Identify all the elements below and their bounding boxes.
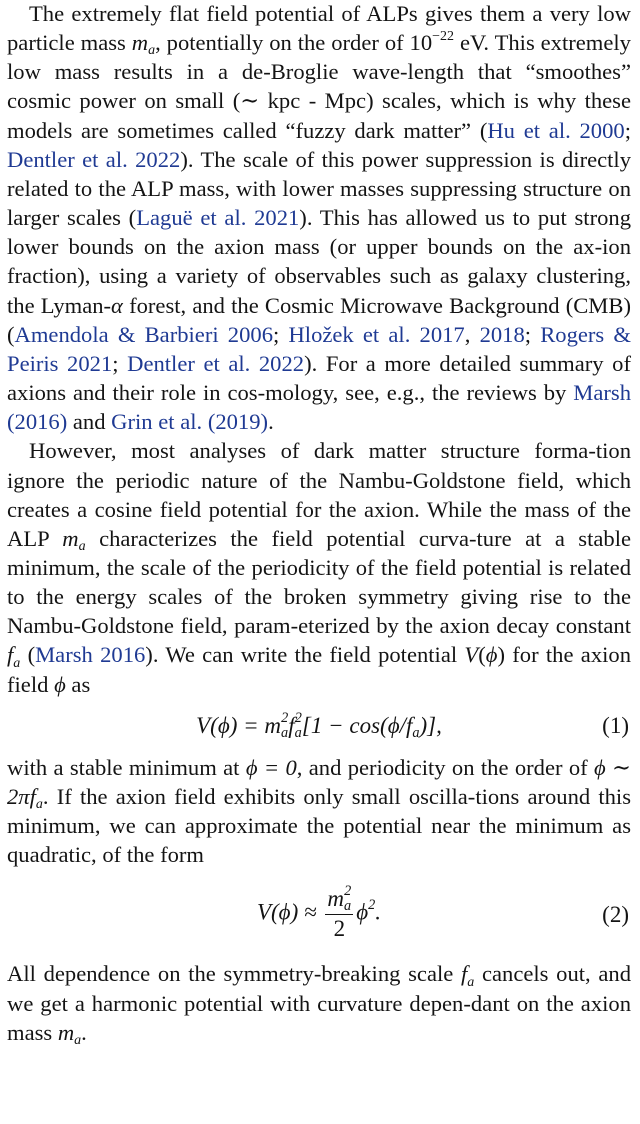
equation-2 bbox=[7, 869, 631, 959]
mass-symbol: $m_a$ bbox=[62, 525, 86, 555]
decay-constant-symbol: $f_a$ bbox=[7, 642, 21, 671]
citation-rogers-2021[interactable]: Rogers & Peiris 2021 bbox=[7, 321, 631, 376]
mass-symbol: $m_a$ bbox=[131, 30, 156, 59]
citation-dentler-2022-b[interactable]: Dentler et al. 2022 bbox=[127, 350, 305, 376]
citation-marsh-year[interactable]: (2016) bbox=[7, 409, 68, 435]
paragraph-harmonic-potential: All dependence on the symmetry-breaking scale $f_a$ cancels out, and we get a harmonic potential with curvature depen-dant on the axion mass $m_a$. bbox=[7, 961, 631, 1048]
equation-1-body: $V(\phi) = m_a^2f_a^2[1 - \cos(\phi/f_a)]$, bbox=[196, 710, 442, 742]
paragraph-alp-mass: The extremely flat field potential of ALPs gives them a very low particle mass $m_a$, potentially on the order of $10^{-22}$ eV. This extremely low mass results in a de-Broglie wave-length that “smoothes” cosmic power on small (∼ kpc - Mpc) scales, which is why these models are sometimes called “fuzzy dark matter” (Hu et al. 2000; Dentler et al. 2022). The scale of this power suppression is directly related to the ALP mass, with lower masses suppressing structure on larger scales (Laguë et al. 2021). This has allowed us to put strong lower bounds on the axion mass (or upper bounds on the ax-ion fraction), using a variety of observables such as galaxy clustering, the Lyman-α forest, and the Cosmic Microwave Background (CMB) (Amendola & Barbieri 2006; Hložek et al. 2017, 2018; Rogers & Peiris 2021; Dentler et al. 2022). For a more detailed summary of axions and their role in cos-mology, see, e.g., the reviews by Marsh (2016) and Grin et al. (2019). bbox=[7, 1, 632, 435]
citation-hlozek-2017[interactable]: Hložek et al. 2017 bbox=[288, 321, 465, 347]
paragraph-stable-minimum: with a stable minimum at ϕ = 0, and periodicity on the order of ϕ ∼ $2\pi f_a$. If the axion field exhibits only small oscilla-tions around this minimum, we can approximate the potential near the minimum as quadratic, of the form bbox=[7, 754, 631, 868]
citation-marsh-name[interactable]: Marsh bbox=[573, 380, 631, 406]
citation-grin-name[interactable]: Grin et al. bbox=[111, 409, 203, 435]
decay-constant-symbol: $f_a$ bbox=[460, 961, 475, 990]
citation-amendola-2006[interactable]: Amendola & Barbieri 2006 bbox=[14, 321, 273, 347]
equation-2-body: V(ϕ) ≈ $\frac{m_a^2}{2}$ $\phi^2$. bbox=[256, 883, 382, 942]
periodicity-expression: ϕ ∼ $2\pi f_a$ bbox=[7, 754, 631, 813]
equation-2-number: (2) bbox=[602, 901, 629, 927]
citation-grin-year[interactable]: (2019) bbox=[207, 409, 269, 435]
citation-dentler-2022[interactable]: Dentler et al. 2022 bbox=[7, 146, 181, 172]
potential-symbol: V(ϕ) bbox=[464, 642, 505, 668]
paragraph-periodic-potential: However, most analyses of dark matter structure forma-tion ignore the periodic nature of the Nambu-Goldstone field, which creates a cosine field potential for the axion. While the mass of the ALP $m_a$ characterizes the field potential curva-ture at a stable minimum, the scale of the periodicity of the field potential is related to the energy scales of the broken symmetry giving rise to the Nambu-Goldstone field, param-eterized by the axion decay constant $f_a$ (Marsh 2016). We can write the field potential V(ϕ) for the axion field ϕ as bbox=[7, 438, 631, 697]
mass-symbol: $m_a$ bbox=[57, 1019, 82, 1048]
fraction-ma2-over-2: $\frac{m_a^2}{2}$ bbox=[327, 883, 352, 942]
citation-marsh-2016[interactable]: Marsh 2016 bbox=[35, 642, 146, 668]
citation-lague-2021[interactable]: Laguë et al. 2021 bbox=[136, 205, 300, 231]
exponent: −22 bbox=[432, 28, 455, 44]
alpha-symbol: α bbox=[111, 292, 123, 318]
equation-1 bbox=[7, 699, 631, 753]
citation-hlozek-2018[interactable]: 2018 bbox=[479, 321, 525, 347]
phi-zero-expression: ϕ = 0 bbox=[245, 754, 297, 780]
citation-hu-2000[interactable]: Hu et al. 2000 bbox=[487, 117, 625, 143]
phi-symbol: ϕ bbox=[54, 671, 66, 697]
equation-1-number: (1) bbox=[602, 713, 629, 739]
